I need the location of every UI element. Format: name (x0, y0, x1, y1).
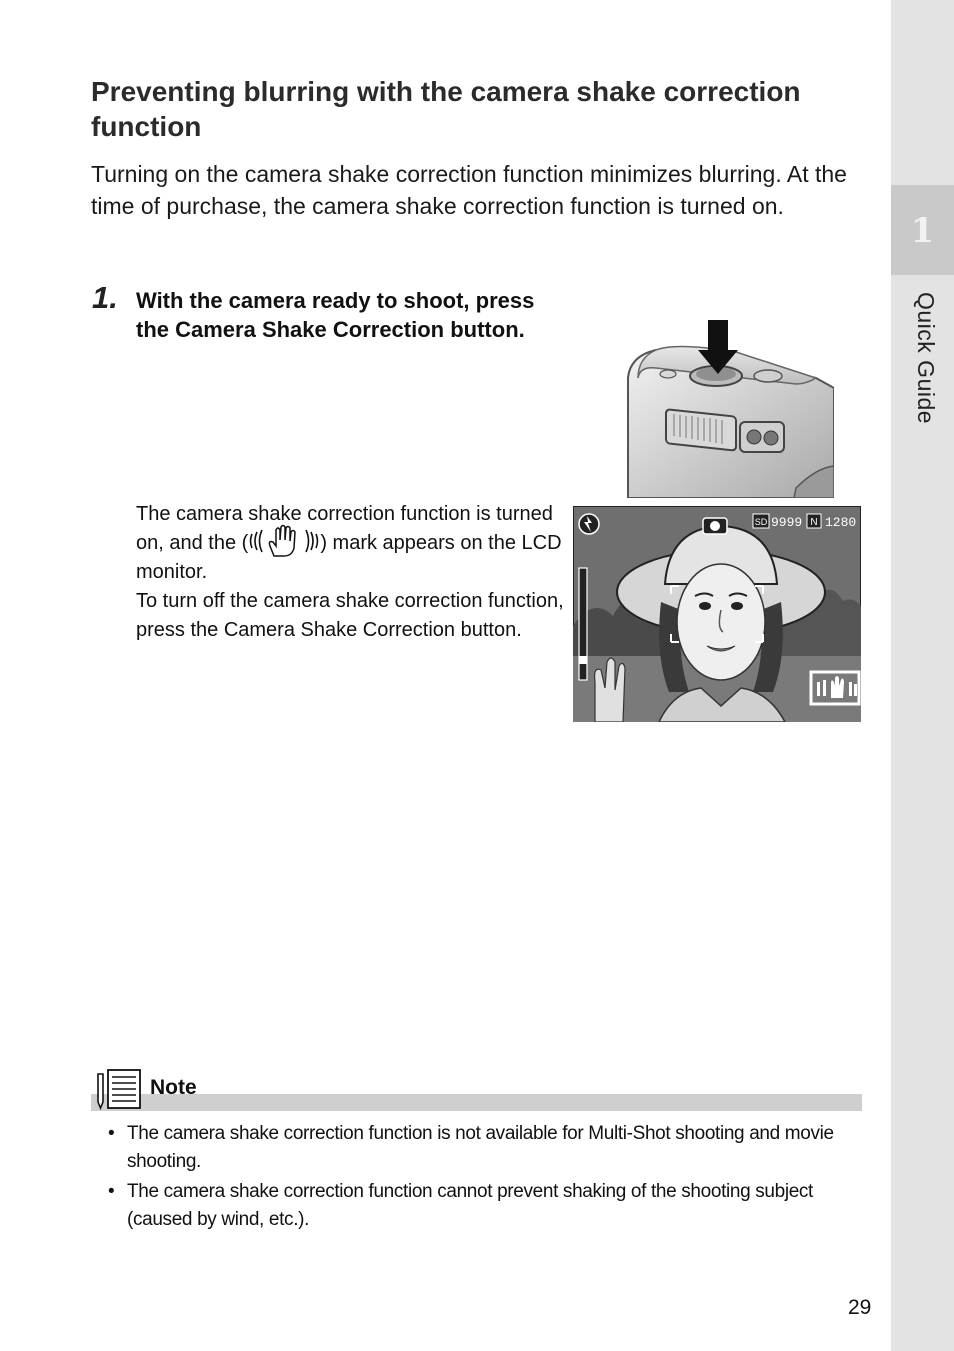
description-first: The camera shake correction function is turned on, and the ( ) mark appears on the LCD monitor. (136, 503, 562, 583)
image-size: 1280 (825, 515, 857, 530)
chapter-number: 1 (910, 211, 935, 251)
quality-label: N (810, 517, 818, 528)
section-label: Quick Guide (913, 292, 939, 425)
page-heading: Preventing blurring with the camera shake correction function (91, 76, 801, 142)
note-list (108, 1120, 848, 1236)
camera-mode-icon (703, 518, 727, 534)
note-label: Note (150, 1076, 197, 1099)
step-instruction: With the camera ready to shoot, press the Camera Shake Correction button. (136, 288, 535, 342)
note-item: • The camera shake correction function cannot prevent shaking of the shooting subject (caused by wind, etc.). (108, 1178, 848, 1234)
camera-top-illustration (616, 318, 834, 498)
note-pad-icon (94, 1068, 144, 1112)
remaining-shots: 9999 (771, 515, 803, 530)
card-label: SD (754, 517, 768, 527)
description-second: To turn off the camera shake correction function, press the Camera Shake Correction button. (136, 590, 564, 641)
chapter-tab (891, 185, 954, 275)
step-description (136, 500, 566, 645)
note-item: • The camera shake correction function is not available for Multi-Shot shooting and movie shooting. (108, 1120, 848, 1176)
step-number: 1. (92, 280, 118, 315)
intro-paragraph: Turning on the camera shake correction function minimizes blurring. At the time of purchase, the camera shake correction function is turned on. (91, 161, 847, 219)
camera-shake-hand-icon (248, 524, 320, 558)
lcd-monitor-illustration (573, 506, 861, 722)
note-bar (91, 1094, 862, 1111)
page-number: 29 (848, 1296, 872, 1319)
